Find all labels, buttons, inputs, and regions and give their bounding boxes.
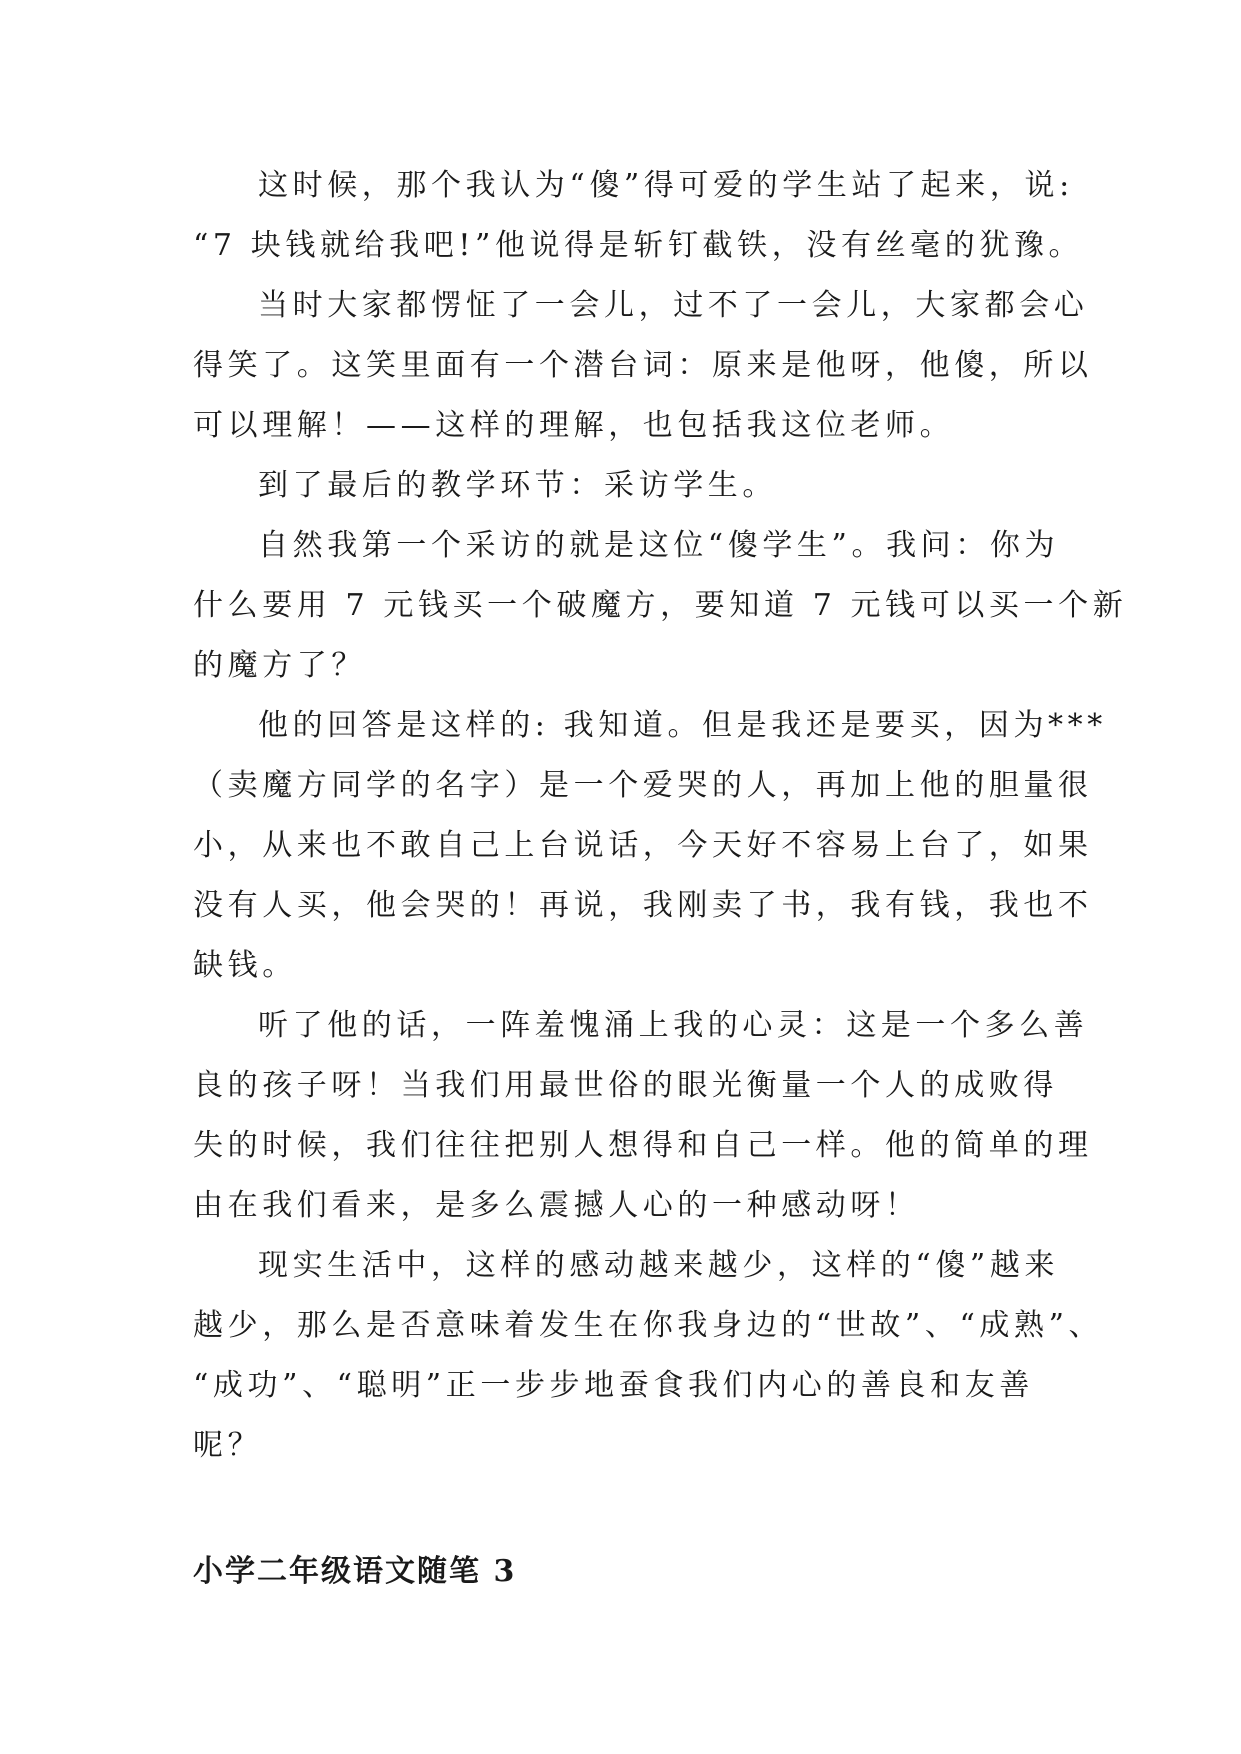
text-line: 的魔方了？ (193, 648, 366, 683)
text-line: “7 块钱就给我吧!”他说得是斩钉截铁，没有丝毫的犹豫。 (193, 228, 1084, 263)
text-line: “成功”、“聪明”正一步步地蚕食我们内心的善良和友善 (193, 1368, 1034, 1403)
text-line: 听了他的话，一阵羞愧涌上我的心灵：这是一个多么善 (258, 1008, 1089, 1043)
text-line: 良的孩子呀！当我们用最世俗的眼光衡量一个人的成败得 (193, 1068, 1058, 1103)
text-line: 小，从来也不敢自己上台说话，今天好不容易上台了，如果 (193, 828, 1093, 863)
text-line: 由在我们看来，是多么震撼人心的一种感动呀！ (193, 1188, 920, 1223)
text-line: 什么要用 7 元钱买一个破魔方，要知道 7 元钱可以买一个新 (193, 588, 1128, 623)
section-heading: 小学二年级语文随笔 3 (193, 1554, 517, 1589)
text-line: 呢？ (193, 1428, 263, 1463)
text-line: 缺钱。 (193, 948, 297, 983)
text-line: 得笑了。这笑里面有一个潜台词：原来是他呀，他傻，所以 (193, 348, 1093, 383)
text-line: 失的时候，我们往往把别人想得和自己一样。他的简单的理 (193, 1128, 1093, 1163)
text-line: 现实生活中，这样的感动越来越少，这样的“傻”越来 (258, 1248, 1060, 1283)
text-line: 可以理解！——这样的理解，也包括我这位老师。 (193, 408, 955, 443)
text-line: （卖魔方同学的名字）是一个爱哭的人，再加上他的胆量很 (193, 768, 1093, 803)
text-line: 没有人买，他会哭的！再说，我刚卖了书，我有钱，我也不 (193, 888, 1093, 923)
text-line: 这时候，那个我认为“傻”得可爱的学生站了起来，说: (258, 168, 1074, 203)
text-line: 到了最后的教学环节：采访学生。 (258, 468, 777, 503)
text-line: 他的回答是这样的: 我知道。但是我还是要买，因为*** (258, 708, 1107, 743)
text-line: 自然我第一个采访的就是这位“傻学生”。我问：你为 (258, 528, 1060, 563)
text-line: 当时大家都愣怔了一会儿，过不了一会儿，大家都会心 (258, 288, 1089, 323)
text-line: 越少，那么是否意味着发生在你我身边的“世故”、“成熟”、 (193, 1308, 1104, 1343)
